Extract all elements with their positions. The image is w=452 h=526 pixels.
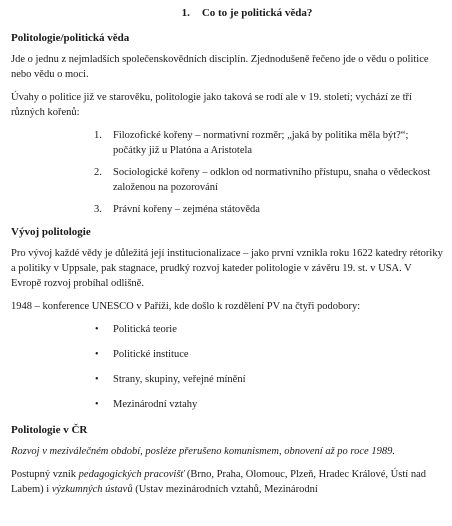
title-number: 1. (181, 7, 190, 19)
text-run: Postupný vznik (11, 469, 79, 480)
list-number: 3. (94, 204, 102, 215)
section-heading-politologie: Politologie/politická věda (11, 32, 130, 44)
text-run-italic: pedagogických pracovišť (78, 469, 185, 480)
list-item (11, 322, 443, 337)
bullet-icon: • (95, 374, 99, 385)
list-item (11, 372, 443, 387)
roots-list (11, 128, 443, 217)
bullet-icon: • (95, 324, 99, 335)
paragraph-definition: Jde o jednu z nejmladších společenskovědních disciplín. Zjednodušeně řečeno jde o vědu o politice nebo vědu o moci. (11, 54, 429, 80)
list-item-text: Filozofické kořeny – normativní rozměr; „jaká by politika měla být?“; počátky již u Platóna a Aristotela (113, 130, 409, 156)
list-item-text: Mezinárodní vztahy (113, 399, 198, 410)
list-item-text: Strany, skupiny, veřejné mínění (113, 374, 246, 385)
list-number: 2. (94, 167, 102, 178)
list-item (11, 397, 443, 412)
document-page (11, 5, 443, 505)
list-item (11, 128, 443, 158)
paragraph-unesco: 1948 – konference UNESCO v Paříži, kde došlo k rozdělení PV na čtyři podobory: (11, 301, 361, 312)
section-heading-vyvoj: Vývoj politologie (11, 226, 91, 238)
text-run: (Ustav mezinárodních vztahů, Mezinárodní (132, 484, 318, 495)
paragraph-origins: Úvahy o politice již ve starověku, politologie jako taková se rodí ale v 19. století; vychází ze tří různých kořenů: (11, 92, 412, 118)
bullet-icon: • (95, 349, 99, 360)
text-run: (Brno, Praha, Olomouc, Plzeň, Hradec Králové, Ústí nad Labem) i (11, 469, 426, 495)
list-item (11, 165, 443, 195)
list-item (11, 202, 443, 217)
title-text: Co to je politická věda? (201, 7, 313, 19)
list-item-text: Politické instituce (113, 349, 189, 360)
text-run-italic: výzkumných ústavů (51, 484, 133, 495)
paragraph-institutions (11, 467, 443, 497)
paragraph-development: Rozvoj v meziválečném období, posléze přerušeno komunismem, obnovení až po roce 1989. (11, 446, 395, 457)
list-number: 1. (94, 130, 102, 141)
subfields-list (11, 322, 443, 412)
list-item (11, 347, 443, 362)
list-item-text: Sociologické kořeny – odklon od normativního přístupu, snaha o vědeckost založenou na pozorování (113, 167, 431, 193)
section-heading-cr: Politologie v ČR (11, 424, 88, 436)
bullet-icon: • (95, 399, 99, 410)
list-item-text: Právní kořeny – zejména státověda (113, 204, 260, 215)
list-item-text: Politická teorie (113, 324, 177, 335)
page-title (11, 5, 443, 21)
paragraph-institutionalization: Pro vývoj každé vědy je důležitá její institucionalizace – jako první vznikla roku 1622 katedry rétoriky a politiky v Uppsale, pak stagnace, prudký rozvoj kateder politologie v závěru 19. st. v USA. V Evropě rozvoj probíhal odlišně. (11, 248, 443, 289)
